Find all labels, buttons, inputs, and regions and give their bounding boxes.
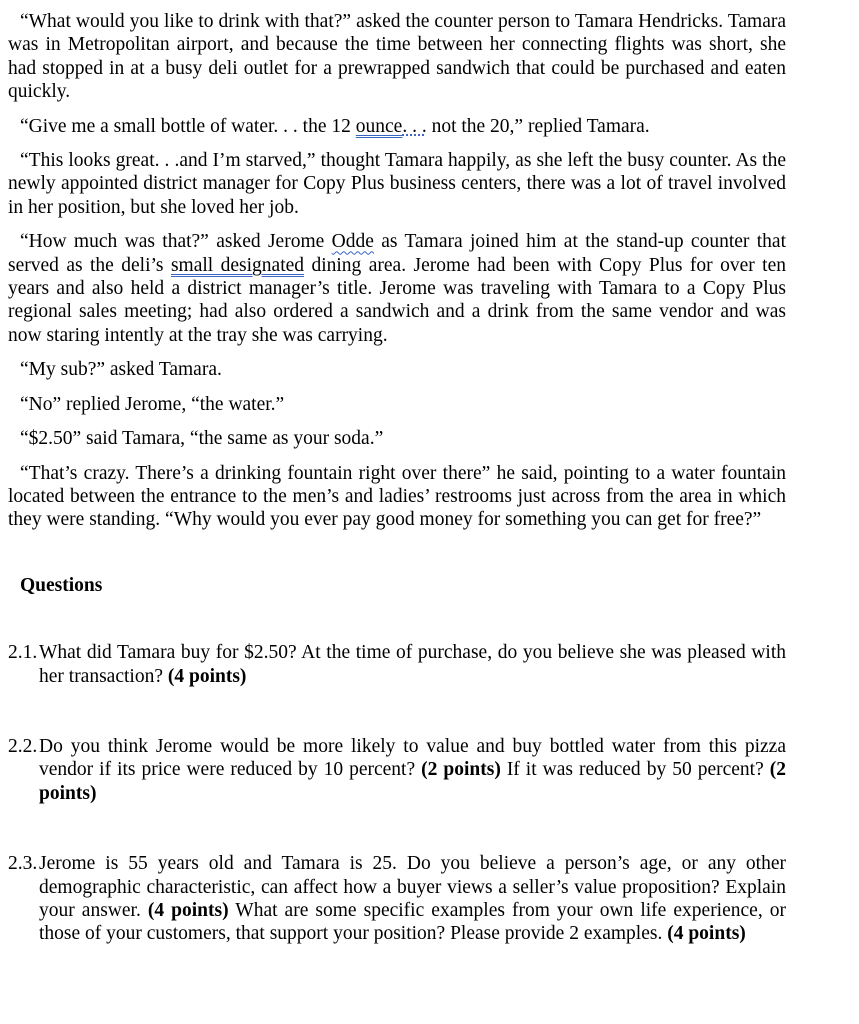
question-2-1 <box>8 641 786 688</box>
story-paragraph-3: “This looks great. . .and I’m starved,” thought Tamara happily, as she left the busy counter. As the newly appointed district manager for Copy Plus business centers, there was a lot of travel involved in her position, but she loved her job. <box>8 150 786 218</box>
story-paragraph-8: “That’s crazy. There’s a drinking fountain right over there” he said, pointing to a water fountain located between the entrance to the men’s and ladies’ restrooms just across from the area in which they were standing. “Why would you ever pay good money for something you can get for free?” <box>8 462 786 531</box>
question-text: What did Tamara buy for $2.50? At the time of purchase, do you believe she was pleased with her transaction? <box>39 642 786 687</box>
question-2-2 <box>8 735 786 805</box>
story-paragraph-5: “My sub?” asked Tamara. <box>20 359 222 381</box>
question-number: 2.2. <box>8 735 38 757</box>
p2-text-after: not the 20,” replied Tamara. <box>426 115 650 137</box>
story-paragraph-4 <box>8 230 786 347</box>
question-points: (4 points) <box>147 899 229 921</box>
p4-text-after: dining area. Jerome had been with Copy Plus for over ten years and also held a district manager’s title. Jerome was traveling with Tamara to a Copy Plus regional sales meeting; had also ordered a sandwich and a drink from the same vendor and was now staring intently at the tray she was carrying. <box>8 254 786 346</box>
story-paragraph-2 <box>8 115 786 138</box>
question-2-3 <box>8 852 786 946</box>
question-points: (2 points) <box>421 759 501 781</box>
p4-text-middle: as Tamara joined him at the stand-up counter that served as the deli’s <box>8 231 786 276</box>
story-paragraph-1: “What would you like to drink with that?” asked the counter person to Tamara Hendricks. Tamara was in Metropolitan airport, and because the time between her connecting flights was short, she had stopped in at a busy deli outlet for a prewrapped sandwich that could be purchased and eaten quickly. <box>8 11 786 103</box>
question-points: (4 points) <box>667 923 746 945</box>
grammar-flag-small-designated[interactable]: small designated <box>170 254 305 276</box>
question-points: (2 points) <box>39 759 786 804</box>
spelling-flag-odde[interactable]: Odde <box>331 231 374 253</box>
grammar-flag-ounce[interactable]: ounce <box>355 115 403 137</box>
question-text: What are some specific examples from your own life experience, or those of your customers, that support your position? Please provide 2 examples. <box>39 899 786 945</box>
story-paragraph-7: “$2.50” said Tamara, “the same as your soda.” <box>20 428 384 450</box>
document-body <box>8 10 786 946</box>
p2-text-before: “Give me a small bottle of water. . . the 12 <box>20 115 356 137</box>
question-text: Jerome is 55 years old and Tamara is 25. Do you believe a person’s age, or any other demographic characteristic, can affect how a buyer views a seller’s value proposition? Explain your answer. <box>39 853 786 921</box>
question-number: 2.3. <box>8 853 38 875</box>
question-number: 2.1. <box>8 642 38 664</box>
questions-heading: Questions <box>20 574 103 596</box>
question-text: Do you think Jerome would be more likely to value and buy bottled water from this pizza vendor if its price were reduced by 10 percent? <box>39 735 786 781</box>
question-text: If it was reduced by 50 percent? <box>500 759 770 781</box>
question-points: (4 points) <box>167 665 247 687</box>
p4-text-before: “How much was that?” asked Jerome <box>20 231 332 253</box>
story-paragraph-6: “No” replied Jerome, “the water.” <box>20 393 285 415</box>
grammar-flag-ellipsis[interactable]: . . . <box>402 115 427 137</box>
